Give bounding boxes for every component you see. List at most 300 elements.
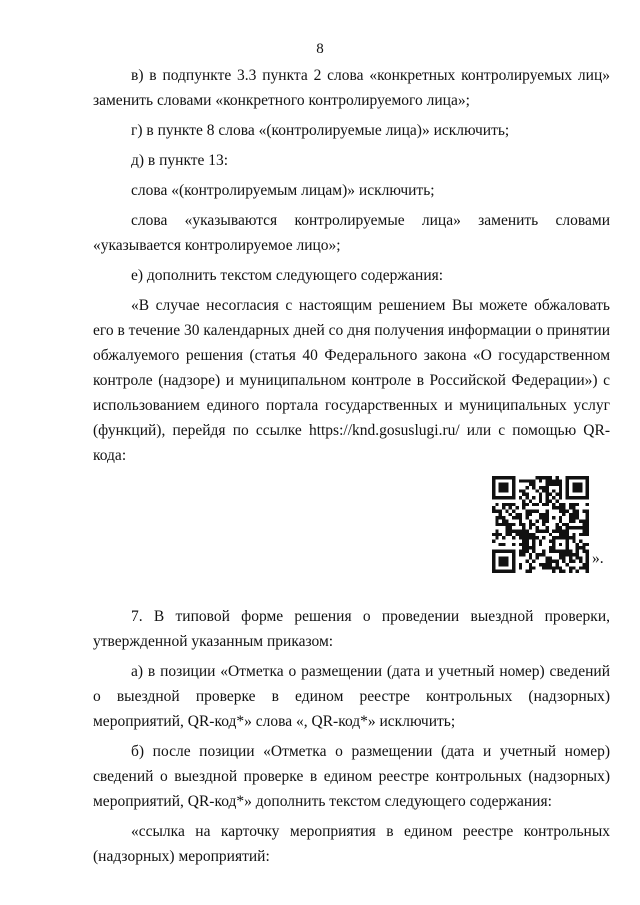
qr-module xyxy=(586,526,589,529)
qr-module xyxy=(556,493,559,496)
qr-module xyxy=(542,563,545,566)
qr-module xyxy=(582,519,585,522)
qr-module xyxy=(502,516,505,519)
qr-module xyxy=(569,550,572,553)
qr-module xyxy=(559,479,562,482)
qr-module xyxy=(559,496,562,499)
paragraph-v: в) в подпункте 3.3 пункта 2 слова «конкретных контролируемых лиц» заменить словами «конкретного контролируемого лица»; xyxy=(93,67,610,109)
qr-module xyxy=(502,560,505,563)
qr-module xyxy=(559,493,562,496)
qr-module xyxy=(546,526,549,529)
qr-module xyxy=(586,543,589,546)
qr-module xyxy=(562,570,565,573)
qr-module xyxy=(579,566,582,569)
qr-module xyxy=(502,506,505,509)
qr-module xyxy=(505,509,508,512)
qr-module xyxy=(572,503,575,506)
qr-module xyxy=(566,543,569,546)
qr-module xyxy=(512,483,515,486)
qr-module xyxy=(529,523,532,526)
qr-module xyxy=(562,536,565,539)
qr-module xyxy=(515,513,518,516)
qr-module xyxy=(586,483,589,486)
qr-module xyxy=(552,560,555,563)
qr-module xyxy=(509,526,512,529)
qr-module xyxy=(579,540,582,543)
qr-module xyxy=(569,526,572,529)
qr-module xyxy=(576,509,579,512)
qr-module xyxy=(552,503,555,506)
qr-module xyxy=(542,566,545,569)
qr-module xyxy=(572,536,575,539)
qr-module xyxy=(502,523,505,526)
qr-module xyxy=(566,496,569,499)
qr-module xyxy=(566,489,569,492)
qr-module xyxy=(509,523,512,526)
qr-module xyxy=(586,566,589,569)
qr-module xyxy=(525,493,528,496)
qr-module xyxy=(572,540,575,543)
qr-module xyxy=(535,509,538,512)
qr-module xyxy=(512,486,515,489)
qr-module xyxy=(499,476,502,479)
qr-module xyxy=(502,486,505,489)
qr-module xyxy=(572,483,575,486)
qr-module xyxy=(572,496,575,499)
qr-module xyxy=(529,483,532,486)
qr-module xyxy=(572,566,575,569)
qr-module xyxy=(495,570,498,573)
qr-module xyxy=(492,540,495,543)
qr-module xyxy=(556,479,559,482)
qr-module xyxy=(495,519,498,522)
qr-module xyxy=(576,513,579,516)
qr-module xyxy=(552,536,555,539)
qr-module xyxy=(586,486,589,489)
qr-module xyxy=(495,476,498,479)
qr-module xyxy=(579,489,582,492)
qr-module xyxy=(532,560,535,563)
qr-module xyxy=(532,566,535,569)
qr-module xyxy=(582,550,585,553)
qr-module xyxy=(512,496,515,499)
quote-end: ». xyxy=(592,550,604,567)
qr-module xyxy=(586,530,589,533)
qr-module xyxy=(579,519,582,522)
qr-module xyxy=(559,526,562,529)
qr-module xyxy=(566,550,569,553)
qr-module xyxy=(492,486,495,489)
qr-module xyxy=(512,556,515,559)
qr-module xyxy=(566,533,569,536)
qr-module xyxy=(535,556,538,559)
qr-module xyxy=(559,489,562,492)
paragraph-d1: слова «(контролируемым лицам)» исключить; xyxy=(131,182,435,199)
qr-module xyxy=(572,553,575,556)
qr-module xyxy=(542,516,545,519)
qr-module xyxy=(505,519,508,522)
qr-module xyxy=(559,570,562,573)
qr-module xyxy=(519,530,522,533)
qr-module xyxy=(546,476,549,479)
qr-module xyxy=(562,556,565,559)
qr-module xyxy=(519,533,522,536)
paragraph-d: д) в пункте 13: xyxy=(131,152,229,169)
qr-module xyxy=(586,516,589,519)
qr-module xyxy=(559,519,562,522)
qr-module xyxy=(579,496,582,499)
qr-module xyxy=(582,530,585,533)
qr-module xyxy=(569,516,572,519)
qr-module xyxy=(519,496,522,499)
qr-module xyxy=(502,496,505,499)
qr-module xyxy=(512,509,515,512)
qr-module xyxy=(522,540,525,543)
qr-module xyxy=(505,530,508,533)
qr-module xyxy=(532,483,535,486)
qr-module xyxy=(586,570,589,573)
qr-module xyxy=(572,486,575,489)
qr-module xyxy=(529,570,532,573)
qr-module xyxy=(586,503,589,506)
qr-module xyxy=(549,483,552,486)
qr-module xyxy=(569,506,572,509)
qr-module xyxy=(579,560,582,563)
qr-module xyxy=(525,550,528,553)
qr-module xyxy=(532,550,535,553)
document-body xyxy=(93,63,610,869)
qr-module xyxy=(539,499,542,502)
qr-module xyxy=(495,533,498,536)
qr-module xyxy=(559,530,562,533)
paragraph-e: е) дополнить текстом следующего содержания: xyxy=(131,267,444,284)
qr-module xyxy=(532,536,535,539)
qr-module xyxy=(572,509,575,512)
qr-module xyxy=(572,533,575,536)
qr-module xyxy=(492,509,495,512)
qr-module xyxy=(586,496,589,499)
qr-module xyxy=(546,489,549,492)
qr-module xyxy=(556,526,559,529)
qr-module xyxy=(539,496,542,499)
qr-module xyxy=(509,550,512,553)
qr-module xyxy=(546,493,549,496)
qr-module xyxy=(492,550,495,553)
qr-module xyxy=(546,486,549,489)
qr-module xyxy=(539,516,542,519)
qr-module xyxy=(499,513,502,516)
section-7-intro: 7. В типовой форме решения о проведении выездной проверки, утвержденной указанным приказом: xyxy=(93,608,610,650)
qr-module xyxy=(505,570,508,573)
qr-module xyxy=(492,483,495,486)
qr-module xyxy=(576,550,579,553)
qr-module xyxy=(525,496,528,499)
qr-module xyxy=(492,560,495,563)
qr-module xyxy=(529,509,532,512)
qr-module xyxy=(539,479,542,482)
qr-module xyxy=(546,563,549,566)
qr-module xyxy=(582,526,585,529)
qr-module xyxy=(546,496,549,499)
qr-module xyxy=(549,563,552,566)
qr-module xyxy=(502,563,505,566)
qr-module xyxy=(546,560,549,563)
qr-module xyxy=(586,553,589,556)
qr-module xyxy=(549,556,552,559)
qr-module xyxy=(542,476,545,479)
qr-module xyxy=(492,489,495,492)
qr-module xyxy=(576,486,579,489)
qr-module xyxy=(502,476,505,479)
qr-module xyxy=(562,530,565,533)
qr-module xyxy=(582,543,585,546)
qr-module xyxy=(549,550,552,553)
qr-module xyxy=(572,506,575,509)
qr-module xyxy=(569,553,572,556)
qr-module xyxy=(529,513,532,516)
qr-module xyxy=(582,566,585,569)
qr-module xyxy=(542,486,545,489)
qr-module xyxy=(515,533,518,536)
qr-module xyxy=(522,493,525,496)
qr-module xyxy=(559,503,562,506)
qr-module xyxy=(572,560,575,563)
qr-module xyxy=(492,566,495,569)
qr-module xyxy=(535,536,538,539)
qr-module xyxy=(525,530,528,533)
qr-module xyxy=(539,513,542,516)
qr-module xyxy=(579,546,582,549)
qr-module xyxy=(552,479,555,482)
qr-module xyxy=(542,550,545,553)
qr-block xyxy=(93,474,610,574)
qr-module xyxy=(576,543,579,546)
qr-module xyxy=(522,499,525,502)
section-7-b: б) после позиции «Отметка о размещении (дата и учетный номер) сведений о выездной проверке в едином реестре контрольных (надзорных) мероприятий, QR-код*» дополнить текстом следующего содержания: xyxy=(93,743,610,810)
qr-module xyxy=(586,513,589,516)
qr-module xyxy=(556,506,559,509)
qr-module xyxy=(535,489,538,492)
qr-module xyxy=(559,516,562,519)
qr-module xyxy=(512,570,515,573)
qr-module xyxy=(492,553,495,556)
qr-module xyxy=(529,563,532,566)
qr-module xyxy=(572,516,575,519)
paragraph-d2: слова «указываются контролируемые лица» заменить словами «указывается контролируемое лицо»; xyxy=(93,212,610,254)
qr-module xyxy=(502,550,505,553)
qr-module xyxy=(546,513,549,516)
qr-module xyxy=(556,566,559,569)
qr-module xyxy=(502,503,505,506)
qr-module xyxy=(512,479,515,482)
qr-module xyxy=(572,519,575,522)
qr-module xyxy=(556,536,559,539)
qr-module xyxy=(499,496,502,499)
qr-module xyxy=(552,516,555,519)
qr-module xyxy=(522,546,525,549)
qr-module xyxy=(512,493,515,496)
qr-module xyxy=(586,550,589,553)
qr-module xyxy=(552,546,555,549)
qr-module xyxy=(525,513,528,516)
qr-module xyxy=(492,563,495,566)
qr-module xyxy=(546,483,549,486)
qr-module xyxy=(566,563,569,566)
qr-module xyxy=(586,556,589,559)
qr-module xyxy=(529,546,532,549)
qr-module xyxy=(502,536,505,539)
qr-module xyxy=(562,513,565,516)
section-7-c: «ссылка на карточку мероприятия в едином реестре контрольных (надзорных) мероприятий: xyxy=(93,823,610,865)
qr-module xyxy=(515,516,518,519)
qr-module xyxy=(492,493,495,496)
qr-module xyxy=(539,493,542,496)
qr-module xyxy=(586,519,589,522)
qr-module xyxy=(559,550,562,553)
qr-module xyxy=(566,523,569,526)
qr-module xyxy=(579,556,582,559)
qr-module xyxy=(535,476,538,479)
qr-module xyxy=(539,553,542,556)
qr-module xyxy=(569,560,572,563)
qr-module xyxy=(505,533,508,536)
qr-module xyxy=(566,483,569,486)
qr-module xyxy=(499,483,502,486)
qr-module xyxy=(576,526,579,529)
qr-module xyxy=(509,570,512,573)
qr-module xyxy=(515,506,518,509)
qr-module xyxy=(532,546,535,549)
qr-module xyxy=(502,489,505,492)
qr-module xyxy=(542,489,545,492)
qr-module xyxy=(532,533,535,536)
qr-module xyxy=(559,553,562,556)
qr-module xyxy=(569,519,572,522)
qr-module xyxy=(512,523,515,526)
qr-module xyxy=(492,506,495,509)
qr-module xyxy=(586,533,589,536)
qr-module xyxy=(532,496,535,499)
qr-module xyxy=(532,503,535,506)
qr-module xyxy=(519,543,522,546)
qr-module xyxy=(572,489,575,492)
qr-module xyxy=(505,496,508,499)
qr-module xyxy=(566,526,569,529)
qr-module xyxy=(539,563,542,566)
qr-module xyxy=(569,476,572,479)
qr-module xyxy=(529,566,532,569)
qr-module xyxy=(579,483,582,486)
qr-module xyxy=(502,556,505,559)
qr-module xyxy=(549,476,552,479)
qr-module xyxy=(576,546,579,549)
qr-module xyxy=(562,503,565,506)
qr-module xyxy=(586,476,589,479)
qr-module xyxy=(502,519,505,522)
qr-module xyxy=(529,499,532,502)
paragraph-g: г) в пункте 8 слова «(контролируемые лица)» исключить; xyxy=(131,122,510,139)
qr-module xyxy=(495,550,498,553)
qr-module xyxy=(552,496,555,499)
qr-module xyxy=(522,506,525,509)
qr-module xyxy=(512,543,515,546)
qr-module xyxy=(576,556,579,559)
qr-module xyxy=(499,509,502,512)
qr-module xyxy=(519,519,522,522)
qr-module xyxy=(566,536,569,539)
qr-module xyxy=(542,553,545,556)
qr-module xyxy=(505,483,508,486)
qr-module xyxy=(495,509,498,512)
qr-module xyxy=(522,526,525,529)
qr-module xyxy=(566,486,569,489)
qr-module xyxy=(569,503,572,506)
qr-module xyxy=(562,506,565,509)
qr-module xyxy=(566,546,569,549)
qr-module xyxy=(576,570,579,573)
qr-module xyxy=(552,550,555,553)
qr-module xyxy=(535,519,538,522)
qr-module xyxy=(499,570,502,573)
qr-module xyxy=(542,530,545,533)
qr-module xyxy=(582,496,585,499)
qr-module xyxy=(552,506,555,509)
qr-module xyxy=(546,479,549,482)
qr-module xyxy=(556,550,559,553)
qr-module xyxy=(529,479,532,482)
qr-module xyxy=(546,556,549,559)
qr-module xyxy=(552,566,555,569)
qr-module xyxy=(579,526,582,529)
qr-module xyxy=(525,560,528,563)
qr-module xyxy=(512,563,515,566)
qr-module xyxy=(546,509,549,512)
qr-module xyxy=(505,476,508,479)
qr-module xyxy=(542,536,545,539)
qr-module xyxy=(499,543,502,546)
qr-module xyxy=(522,479,525,482)
qr-module xyxy=(522,533,525,536)
qr-module xyxy=(529,533,532,536)
qr-module xyxy=(549,533,552,536)
qr-module xyxy=(529,526,532,529)
qr-module xyxy=(586,493,589,496)
qr-module xyxy=(499,556,502,559)
qr-module xyxy=(546,530,549,533)
qr-module xyxy=(515,530,518,533)
qr-module xyxy=(559,533,562,536)
qr-module xyxy=(505,560,508,563)
qr-module xyxy=(586,479,589,482)
qr-module xyxy=(576,496,579,499)
qr-module xyxy=(492,479,495,482)
qr-module xyxy=(539,540,542,543)
qr-module xyxy=(566,553,569,556)
qr-module xyxy=(539,543,542,546)
qr-module xyxy=(519,516,522,519)
qr-module xyxy=(519,550,522,553)
qr-module xyxy=(532,540,535,543)
qr-module xyxy=(512,553,515,556)
qr-module xyxy=(495,530,498,533)
qr-module xyxy=(559,486,562,489)
qr-module xyxy=(569,570,572,573)
qr-module xyxy=(586,489,589,492)
qr-module xyxy=(559,543,562,546)
section-7-a: а) в позиции «Отметка о размещении (дата и учетный номер) сведений о выездной проверке в едином реестре контрольных (надзорных) мероприятий, QR-код*» слова «, QR-код*» исключить; xyxy=(93,663,610,730)
qr-module xyxy=(509,503,512,506)
qr-module xyxy=(579,476,582,479)
